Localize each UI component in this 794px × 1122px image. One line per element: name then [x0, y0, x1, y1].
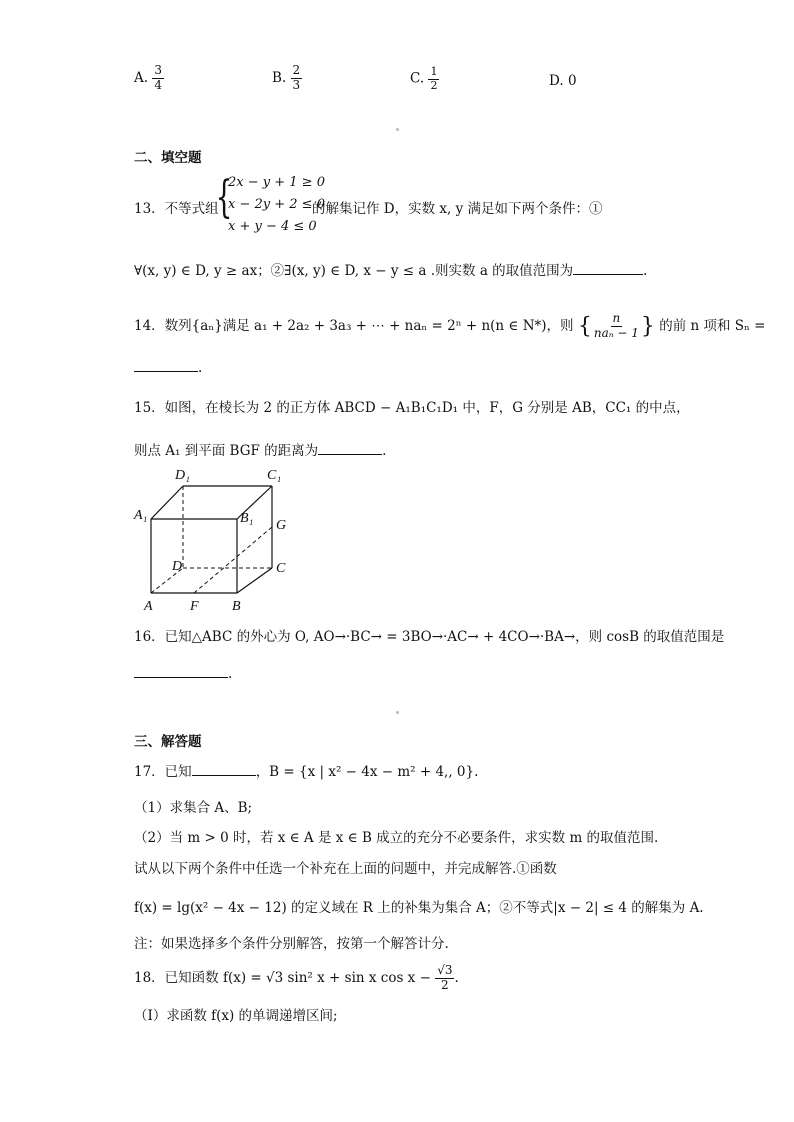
label-a1: A₁: [134, 508, 148, 523]
q17-instructions: 试从以下两个条件中任选一个补充在上面的问题中，并完成解答.①函数: [134, 861, 557, 877]
fraction: $\frac{3}{4}$: [154, 63, 162, 92]
q17-part1: （1）求集合 A、B;: [134, 800, 253, 816]
edge-a1d1: [151, 486, 183, 519]
label-b1: B₁: [240, 511, 254, 526]
fraction: $\frac{2}{3}$: [292, 63, 301, 92]
answer-blank: [134, 371, 198, 372]
cube-figure: [130, 462, 300, 617]
q18-part1: （Ⅰ）求函数 f(x) 的单调递增区间;: [134, 1008, 338, 1024]
q13-suffix: 的解集记作 D，实数 x, y 满足如下两个条件：①: [312, 201, 603, 217]
label-a: A: [144, 599, 153, 614]
answer-blank: [192, 775, 256, 776]
label-d: D: [172, 559, 183, 574]
q17-line1: 17．已知 ，B = {x | x² − 4x − m² + 4,, 0}.: [134, 764, 479, 780]
answer-blank: [318, 454, 382, 455]
q17-note: 注：如果选择多个条件分别解答，按第一个解答计分.: [134, 936, 449, 952]
q18-line1: 18．已知函数 f(x) = √3 sin² x + sin x cos x − $\frac{√3}{2}$ .: [134, 963, 459, 992]
choice-b: B. $\frac{2}{3}$: [272, 63, 301, 92]
answer-blank: [573, 274, 643, 275]
answer-blank: [134, 677, 228, 678]
q14-answer-line: .: [134, 360, 202, 376]
q13-prefix: 13．不等式组: [134, 201, 219, 217]
q16-answer-line: .: [134, 666, 232, 682]
label-d1: D₁: [175, 468, 190, 483]
choice-d: D. 0: [549, 73, 577, 89]
separator-dot: [396, 711, 399, 714]
edge-fg-hidden: [194, 527, 272, 593]
label-b: B: [232, 599, 241, 614]
fraction: $\frac{n}{\text{naₙ − 1}}$: [593, 311, 639, 340]
label-f: F: [190, 599, 199, 614]
label-c: C: [276, 561, 286, 576]
q17-part2: （2）当 m > 0 时，若 x ∈ A 是 x ∈ B 成立的充分不必要条件，求实数 m 的取值范围.: [134, 830, 659, 846]
q16-text: 16．已知△ABC 的外心为 O, AO→·BC→ = 3BO→·AC→ + 4CO→·BA→，则 cosB 的取值范围是: [134, 629, 725, 645]
q13-line2: ∀(x, y) ∈ D, y ≥ ax；②∃(x, y) ∈ D, x − y ≤ a .则实数 a 的取值范围为 .: [134, 263, 648, 279]
edge-bc: [237, 568, 272, 593]
section-heading-fill-blank: 二、填空题: [134, 150, 202, 166]
separator-dot: [396, 128, 399, 131]
fraction: $\frac{1}{2}$: [430, 65, 438, 92]
system-line-1: 2x − y + 1 ≥ 0: [228, 175, 325, 190]
fraction: $\frac{√3}{2}$: [437, 963, 453, 992]
section-heading-solve: 三、解答题: [134, 734, 202, 750]
system-brace: {: [215, 172, 233, 223]
q17-conditions: f(x) = lg(x² − 4x − 12) 的定义域在 R 上的补集为集合 A；②不等式|x − 2| ≤ 4 的解集为 A.: [134, 900, 704, 916]
system-line-3: x + y − 4 ≤ 0: [228, 219, 317, 234]
q15-line2: 则点 A₁ 到平面 BGF 的距离为 .: [134, 443, 387, 459]
choice-c: C. $\frac{1}{2}$: [410, 65, 438, 92]
system-line-2: x − 2y + 2 ≤ 0: [228, 197, 325, 212]
label-c1: C₁: [267, 468, 282, 483]
q14-text: 14．数列{aₙ}满足 a₁ + 2a₂ + 3a₃ + ⋯ + naₙ = 2ⁿ + n(n ∈ N*)，则 { $\frac{n}{\text{naₙ − 1}}$ } 的前 n 项和 Sₙ =: [134, 311, 766, 340]
choice-a: A. $\frac{3}{4}$: [134, 63, 162, 92]
q15-line1: 15．如图，在棱长为 2 的正方体 ABCD − A₁B₁C₁D₁ 中，F，G 分别是 AB，CC₁ 的中点，: [134, 400, 690, 416]
label-g: G: [276, 518, 287, 533]
